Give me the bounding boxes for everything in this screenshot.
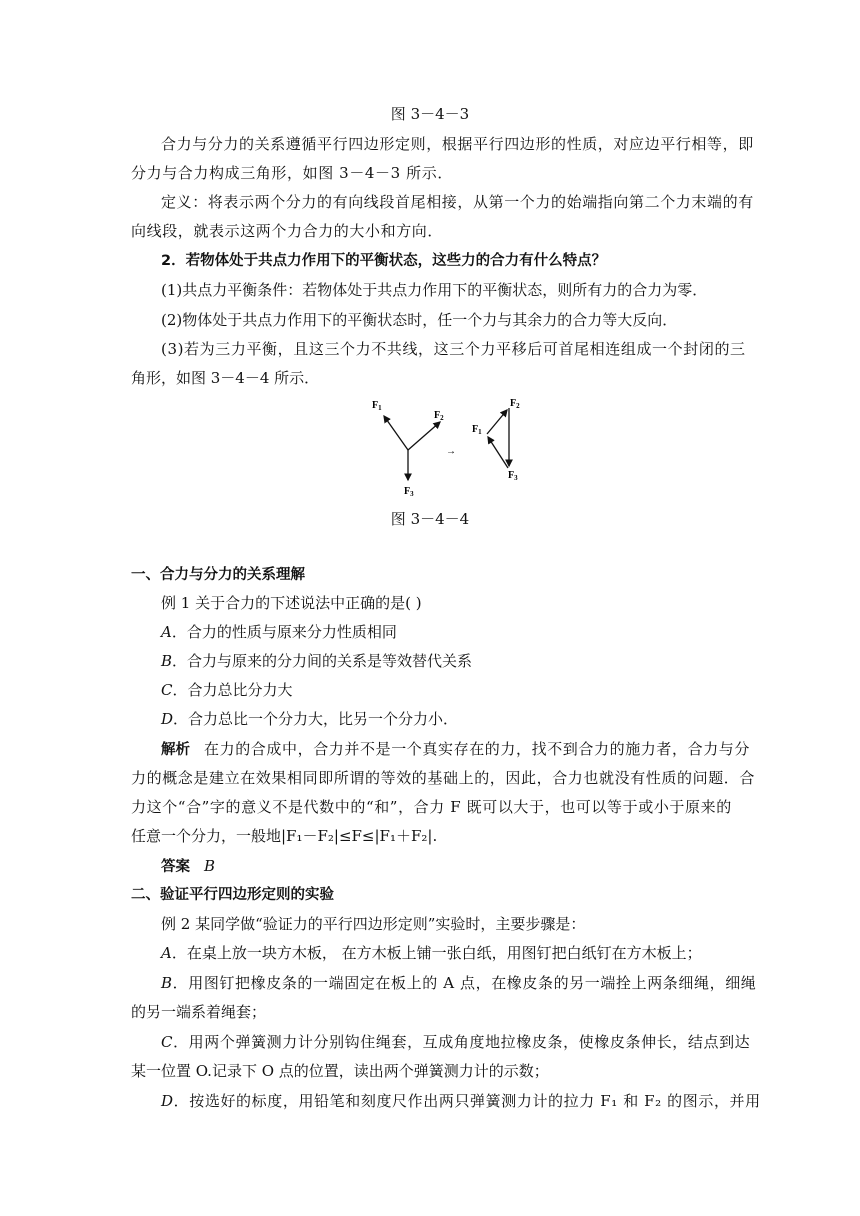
analysis-label: 解析 [161, 742, 190, 758]
label-f2-triangle: $F_2$ [510, 398, 520, 410]
label-f2: $F_2$ [434, 410, 444, 422]
label-f1-triangle: $F_1$ [472, 424, 482, 436]
example-1-stem: 例 1 关于合力的下述说法中正确的是( ) [161, 594, 422, 612]
label-f3: $F_3$ [404, 486, 414, 498]
analysis-line [161, 738, 761, 761]
label-f1: $F_1$ [372, 400, 382, 412]
force-diagram [360, 394, 540, 504]
answer-line [161, 855, 761, 878]
option-text: ．合力总比分力大 [172, 681, 293, 699]
option-d [161, 708, 761, 730]
option-text: ．合力总比一个分力大，比另一个分力小． [173, 710, 459, 728]
step-letter: C [161, 1033, 174, 1051]
point-2: (2)物体处于共点力作用下的平衡状态时，任一个力与其余力的合力等大反向． [161, 311, 678, 329]
paragraph-line: 合力与分力的关系遵循平行四边形定则，根据平行四边形的性质，对应边平行相等，即 [161, 135, 754, 153]
step-c-continued: 某一位置 O.记录下 O 点的位置，读出两个弹簧测力计的示数； [131, 1062, 549, 1080]
transition-arrow-icon: → [446, 446, 456, 457]
option-letter: B [161, 652, 173, 670]
step-text: ．按选好的标度，用铅笔和刻度尺作出两只弹簧测力计的拉力 F₁ 和 F₂ 的图示，并用 [173, 1092, 761, 1110]
triangle-side-f1 [487, 410, 507, 434]
question-2: 2．若物体处于共点力作用下的平衡状态，这些力的合力有什么特点？ [161, 253, 607, 269]
force-vector-f1 [384, 416, 408, 450]
example-2-stem: 例 2 某同学做“验证力的平行四边形定则”实验时，主要步骤是： [161, 915, 586, 933]
step-text: ．用两个弹簧测力计分别钩住绳套，互成角度地拉橡皮条，使橡皮条伸长，结点到达 [173, 1033, 751, 1051]
point-3-line: 角形，如图 3－4－4 所示． [131, 369, 320, 387]
analysis-line: 任意一个分力，一般地|F₁－F₂|≤F≤|F₁＋F₂|. [131, 827, 438, 845]
option-b [161, 650, 761, 672]
option-letter: C [161, 681, 173, 699]
triangle-side-f3 [488, 437, 508, 468]
step-d [161, 1090, 761, 1112]
figure-caption-3-4-4: 图 3－4－4 [390, 510, 470, 528]
definition-line: 定义：将表示两个分力的有向线段首尾相接，从第一个力的始端指向第二个力末端的有 [161, 193, 754, 211]
analysis-line: 力这个“合”字的意义不是代数中的“和”，合力 F 既可以大于，也可以等于或小于原来的 [131, 798, 732, 816]
option-letter: A [161, 623, 172, 641]
option-letter: D [161, 710, 174, 728]
section-heading-1: 一、合力与分力的关系理解 [131, 567, 305, 583]
option-c [161, 679, 761, 701]
paragraph-line: 分力与合力构成三角形，如图 3－4－3 所示． [131, 164, 453, 182]
point-1: (1)共点力平衡条件：若物体处于共点力作用下的平衡状态，则所有力的合力为零． [161, 281, 708, 299]
option-text: ．合力与原来的分力间的关系是等效替代关系 [172, 652, 473, 670]
force-vector-f2 [408, 422, 440, 450]
analysis-line: 力的概念是建立在效果相同即所谓的等效的基础上的，因此，合力也就没有性质的问题．合 [131, 769, 756, 787]
definition-line: 向线段，就表示这两个力合力的大小和方向． [131, 222, 444, 240]
figure-caption-3-4-3: 图 3－4－3 [390, 105, 470, 123]
step-letter: B [161, 974, 173, 992]
analysis-text: 在力的合成中，合力并不是一个真实存在的力，找不到合力的施力者，合力与分 [204, 740, 751, 758]
step-a [161, 942, 761, 964]
section-heading-2: 二、验证平行四边形定则的实验 [131, 887, 334, 903]
step-b-continued: 的另一端系着绳套； [131, 1003, 267, 1021]
step-text: ．在桌上放一块方木板， 在方木板上铺一张白纸，用图钉把白纸钉在方木板上； [171, 944, 702, 962]
step-c [161, 1031, 761, 1053]
point-3-line: (3)若为三力平衡，且这三个力不共线，这三个力平移后可首尾相连组成一个封闭的三 [161, 340, 746, 358]
answer-label: 答案 [161, 859, 190, 875]
label-f3-triangle: $F_3$ [508, 470, 518, 482]
step-letter: A [161, 944, 172, 962]
option-a [161, 621, 761, 643]
option-text: ．合力的性质与原来分力性质相同 [171, 623, 397, 641]
step-text: ．用图钉把橡皮条的一端固定在板上的 A 点，在橡皮条的另一端拴上两条细绳，细绳 [172, 974, 757, 992]
step-letter: D [161, 1092, 174, 1110]
answer-value: B [204, 857, 216, 875]
step-b [161, 972, 761, 994]
